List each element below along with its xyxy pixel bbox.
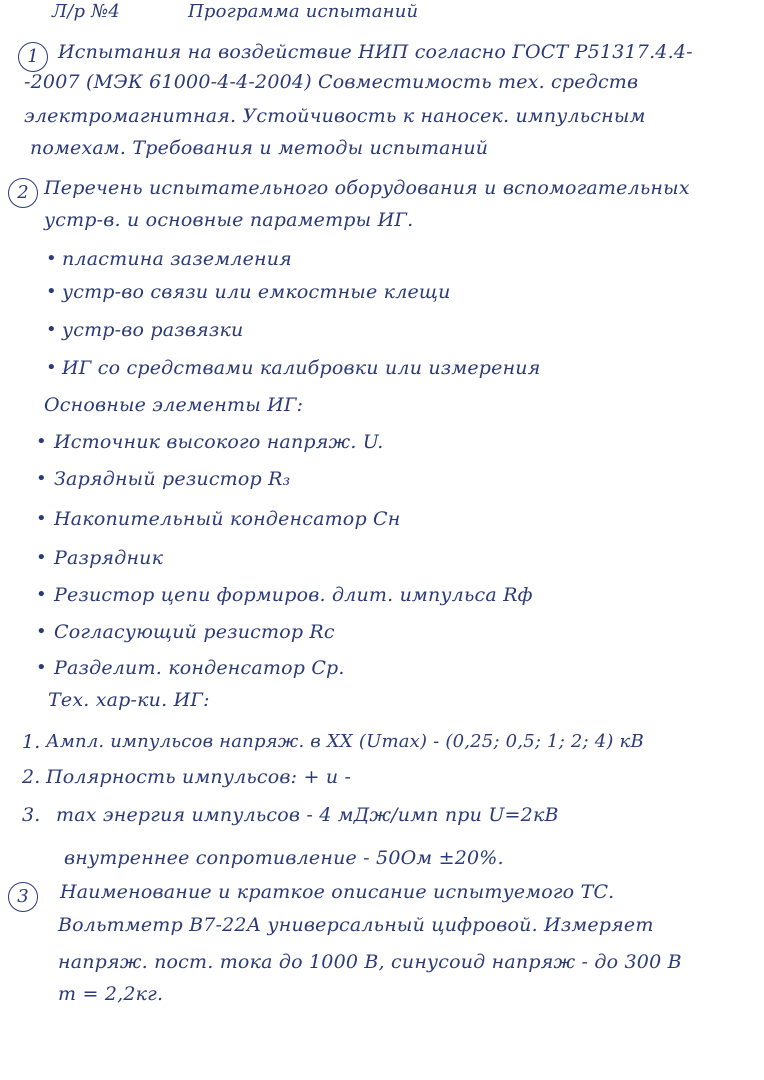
section-1-line-4: помехам. Требования и методы испытаний — [30, 137, 489, 159]
specs-heading: Тех. хар-ки. ИГ: — [48, 689, 210, 711]
elements-heading: Основные элементы ИГ: — [44, 394, 304, 416]
section-2-number: 2 — [8, 178, 38, 208]
spec-item: Полярность импульсов: + и - — [46, 766, 352, 788]
equipment-item: ИГ со средствами калибровки или измерения — [62, 357, 541, 379]
spec-item-continued: внутреннее сопротивление - 50Ом ±20%. — [64, 847, 504, 869]
equipment-item: устр-во связи или емкостные клещи — [62, 281, 451, 303]
bullet-icon: • — [46, 357, 57, 378]
bullet-icon: • — [46, 281, 57, 302]
section-1-line-1: Испытания на воздействие НИП согласно ГОСТ Р51317.4.4- — [58, 41, 693, 63]
bullet-icon: • — [36, 431, 47, 452]
section-3-number: 3 — [8, 882, 38, 912]
section-3-line-3: напряж. пост. тока до 1000 В, синусоид напряж - до 300 В — [58, 951, 682, 973]
lab-label: Л/р №4 — [52, 1, 121, 22]
element-item: Зарядный резистор R₃ — [54, 468, 291, 490]
section-1-line-2: -2007 (МЭК 61000-4-4-2004) Совместимость тех. средств — [24, 71, 639, 93]
bullet-icon: • — [36, 508, 47, 529]
section-3-line-2: Вольтметр В7-22А универсальный цифровой. Измеряет — [58, 914, 654, 936]
section-3-line-1: Наименование и краткое описание испытуемого ТС. — [60, 881, 615, 903]
bullet-icon: • — [36, 547, 47, 568]
bullet-icon: • — [36, 584, 47, 605]
element-item: Разрядник — [54, 547, 164, 569]
bullet-icon: • — [36, 468, 47, 489]
element-item: Накопительный конденсатор Cн — [54, 508, 401, 530]
page-title: Программа испытаний — [188, 1, 419, 22]
equipment-item: пластина заземления — [62, 248, 292, 270]
section-1-number: 1 — [18, 42, 48, 72]
element-item: Резистор цепи формиров. длит. импульса Rф — [54, 584, 533, 606]
spec-number: 3. — [22, 804, 41, 826]
equipment-item: устр-во развязки — [62, 319, 244, 341]
element-item: Источник высокого напряж. U. — [54, 431, 384, 453]
spec-number: 1. — [22, 731, 41, 753]
section-2-line-1: Перечень испытательного оборудования и вспомогательных — [44, 177, 690, 199]
element-item: Разделит. конденсатор Cр. — [54, 657, 345, 679]
section-1-line-3: электромагнитная. Устойчивость к наносек. импульсным — [24, 105, 646, 127]
spec-item: Ампл. импульсов напряж. в ХХ (Umax) - (0,25; 0,5; 1; 2; 4) кВ — [46, 731, 644, 752]
spec-number: 2. — [22, 766, 41, 788]
bullet-icon: • — [36, 621, 47, 642]
bullet-icon: • — [36, 657, 47, 678]
section-3-line-4: m = 2,2кг. — [58, 983, 164, 1005]
section-2-line-2: устр-в. и основные параметры ИГ. — [44, 209, 414, 231]
element-item: Согласующий резистор Rс — [54, 621, 335, 643]
bullet-icon: • — [46, 248, 57, 269]
bullet-icon: • — [46, 319, 57, 340]
spec-item: max энергия импульсов - 4 мДж/имп при U=2кВ — [56, 804, 559, 826]
